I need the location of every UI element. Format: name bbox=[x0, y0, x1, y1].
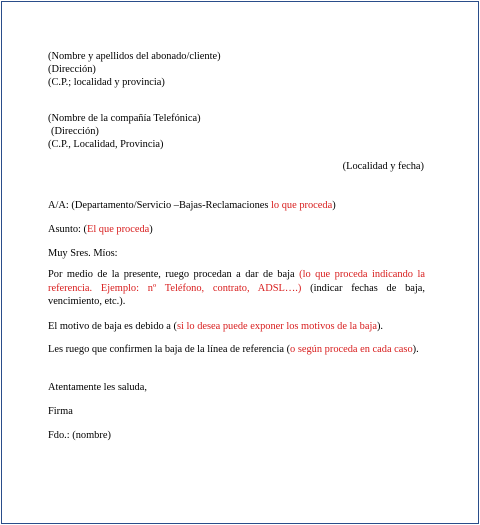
para2-highlight: si lo desea puede exponer los motivos de la baja bbox=[176, 321, 377, 332]
closing: Atentamente les saluda, bbox=[48, 382, 147, 393]
subject-highlight: El que proceda bbox=[86, 224, 150, 235]
attention-prefix: A/A: (Departamento/Servicio –Bajas-Reclamaciones bbox=[48, 200, 272, 211]
subject-prefix: Asunto: ( bbox=[48, 224, 87, 235]
document-page bbox=[1, 1, 479, 524]
recipient-address: (Dirección) bbox=[51, 126, 99, 137]
subject-line bbox=[48, 223, 153, 236]
subject-suffix: ) bbox=[149, 224, 153, 235]
para2-suffix: ). bbox=[376, 321, 384, 332]
para3-suffix: ). bbox=[412, 344, 419, 355]
para2-text: El motivo de baja es debido a ( bbox=[48, 321, 177, 332]
signed-by: Fdo.: (nombre) bbox=[48, 430, 111, 441]
sender-locality: (C.P.; localidad y provincia) bbox=[48, 77, 165, 88]
paragraph-reason bbox=[48, 320, 383, 333]
attention-line bbox=[48, 199, 336, 212]
sender-address: (Dirección) bbox=[48, 64, 96, 75]
attention-suffix: ) bbox=[332, 200, 336, 211]
paragraph-confirm bbox=[48, 343, 425, 357]
signature: Firma bbox=[48, 406, 73, 417]
recipient-company: (Nombre de la compañía Telefónica) bbox=[48, 113, 201, 124]
recipient-locality: (C.P., Localidad, Provincia) bbox=[48, 139, 164, 150]
attention-highlight: lo que proceda bbox=[271, 200, 333, 211]
para3-text: Les ruego que confirmen la baja de la línea de referencia ( bbox=[48, 344, 291, 355]
para3-highlight: o según proceda en cada caso bbox=[290, 344, 413, 355]
para1-highlight: (lo que proceda indicando la referencia. Ejemplo: nº Teléfono, contrato, ADSL….) bbox=[48, 269, 425, 294]
para1-text: Por medio de la presente, ruego procedan a dar de baja bbox=[48, 269, 300, 280]
greeting: Muy Sres. Míos: bbox=[48, 248, 118, 259]
sender-name: (Nombre y apellidos del abonado/cliente) bbox=[48, 51, 221, 62]
place-date: (Localidad y fecha) bbox=[342, 161, 424, 172]
paragraph-request bbox=[48, 268, 425, 309]
para1-suffix: (indicar fechas de baja, vencimiento, etc.). bbox=[48, 282, 425, 307]
